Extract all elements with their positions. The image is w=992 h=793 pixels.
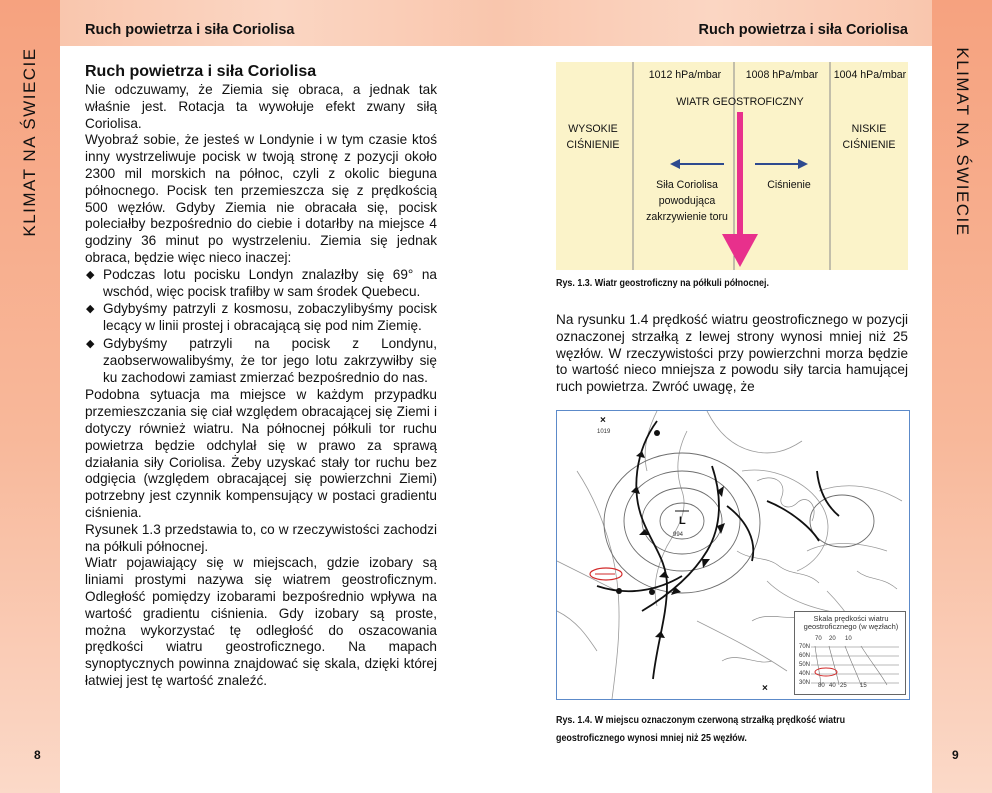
- svg-text:×: ×: [762, 683, 768, 694]
- scale-bottom-tick: 15: [860, 683, 867, 689]
- bullet-list: [85, 267, 437, 387]
- page-number-left: 8: [34, 748, 41, 762]
- isobar-label-1004: 1004 hPa/mbar: [833, 69, 907, 81]
- scale-top-tick: 10: [845, 636, 852, 642]
- page-number-right: 9: [952, 748, 959, 762]
- high-pressure-line-2: CIŚNIENIE: [566, 139, 620, 151]
- figure-geostrophic-wind: [556, 62, 908, 270]
- high-pressure-line-1: WYSOKIE: [568, 123, 618, 135]
- low-pressure-value: 994: [673, 532, 684, 538]
- right-paragraph: [556, 312, 908, 396]
- paragraph-2: Wyobraź sobie, że jesteś w Londynie i w tym czasie ktoś inny wystrzeliwuje pocisk w twoją stronę z pozycji około 2300 mil morskich na północ, czyli z okolic bieguna północnego. Pocisk ten przemieszcza się z prędkością 500 węzłów. Gdyby Ziemia nie obracała się, pocisk poleciałby bezpośrednio do ciebie i dotarłby na miejsce 4 godziny 36 minut po wystrzeleniu. Ziemia się jednak obraca, będzie więc nieco inaczej:: [85, 132, 437, 265]
- diamond-bullet-icon: ◆: [86, 268, 95, 281]
- section-heading: Ruch powietrza i siła Coriolisa: [85, 63, 317, 80]
- left-column: [85, 62, 437, 690]
- coriolis-arrow-icon: [670, 159, 680, 169]
- scale-curves: [795, 612, 905, 694]
- pressure-arrow-icon: [798, 159, 808, 169]
- side-label-right: KLIMAT NA ŚWIECIE: [953, 47, 972, 237]
- top-pressure-value: 1019: [597, 429, 611, 435]
- scale-latitude: 60N: [799, 653, 811, 659]
- list-item-text: Podczas lotu pocisku Londyn znalazłby się 69° na wschód, więc pocisk trafiłby w sam środek Quebecu.: [103, 266, 437, 299]
- list-item: [85, 336, 437, 386]
- isobar-label-1008: 1008 hPa/mbar: [745, 69, 819, 81]
- low-pressure-line-2: CIŚNIENIE: [842, 139, 896, 151]
- diamond-bullet-icon: ◆: [86, 337, 95, 350]
- coriolis-label-line-2: powodująca: [658, 195, 716, 207]
- coriolis-label-line-3: zakrzywienie toru: [646, 211, 728, 223]
- low-center-symbol: L: [679, 515, 686, 527]
- isobar-label-1012: 1012 hPa/mbar: [648, 69, 722, 81]
- diamond-bullet-icon: ◆: [86, 303, 95, 316]
- running-header-right: Ruch powietrza i siła Coriolisa: [698, 22, 908, 38]
- paragraph-5: Wiatr pojawiający się w miejscach, gdzie izobary są liniami prostymi nazywa się wiatrem geostroficznym. Odległość pomiędzy izobarami bezpośrednio wpływa na wartość gradientu ciśnienia. Gdy izobary są proste, można wykorzystać tę odległość do oszacowania prędkości wiatru geostroficznego. Na mapach synoptycznych powinna znajdować się skala, dzięki której łatwiej jest tę wartość znaleźć.: [85, 555, 437, 688]
- wind-arrow-head-icon: [722, 234, 758, 267]
- paragraph-right: Na rysunku 1.4 prędkość wiatru geostroficznego w pozycji oznaczonej strzałką z lewej strony wynosi mniej niż 25 węzłów. W rzeczywistości przy powierzchni morza będzie to wartość nieco mniejsza z powodu siły tarcia hamującej ruch powietrza. Zwróć uwagę, że: [556, 312, 908, 395]
- wind-arrow-shaft: [737, 112, 743, 240]
- scale-title: Skala prędkości wiatru geostroficznego (w węzłach): [803, 614, 899, 631]
- coriolis-label-line-1: Siła Coriolisa: [656, 179, 718, 191]
- scale-bottom-tick: 25: [840, 683, 847, 689]
- running-header-left: Ruch powietrza i siła Coriolisa: [85, 22, 295, 38]
- scale-bottom-tick: 80: [818, 683, 825, 689]
- list-item: [85, 301, 437, 335]
- scale-top-tick: 20: [829, 636, 836, 642]
- scale-top-tick: 70: [815, 636, 822, 642]
- paragraph-3: Podobna sytuacja ma miejsce w każdym przypadku przemieszczania się ciał względem obracającej się Ziemi i dotyczy również wiatru. Na północnej półkuli tor ruchu powietrza będzie odchylał się w prawo za sprawą działania siły Coriolisa. Żeby uzyskać stały tor ruchu bez odgięcia (względem obracającej się powierzchni Ziemi) potrzebny jest czynnik kompensujący w postaci gradientu ciśnienia.: [85, 387, 437, 520]
- list-item-text: Gdybyśmy patrzyli na pocisk z Londynu, zaobserwowalibyśmy, że tor jego lotu zakrzywiłby się ku zachodowi zamiast zmierzać bezpośrednio do nas.: [103, 335, 437, 385]
- list-item-text: Gdybyśmy patrzyli z kosmosu, zobaczylibyśmy pocisk lecący w linii prostej i obracającą się pod nim Ziemię.: [103, 301, 437, 334]
- list-item: [85, 267, 437, 301]
- scale-latitude: 70N: [799, 644, 811, 650]
- paragraph-1: Nie odczuwamy, że Ziemia się obraca, a jednak tak właśnie jest. Rotacja ta wywołuje efekt zwany siłą Coriolisa.: [85, 82, 437, 131]
- scale-bottom-tick: 40: [829, 683, 836, 689]
- scale-latitude: 50N: [799, 662, 811, 668]
- scale-latitude: 30N: [799, 680, 811, 686]
- paragraph-4: Rysunek 1.3 przedstawia to, co w rzeczywistości zachodzi na półkuli północnej.: [85, 521, 437, 554]
- wind-scale-box: [794, 611, 906, 695]
- scale-latitude: 40N: [799, 671, 811, 677]
- geostrophic-diagram: [556, 62, 908, 270]
- svg-text:×: ×: [600, 415, 606, 426]
- figure-1-4-caption: Rys. 1.4. W miejscu oznaczonym czerwoną strzałką prędkość wiatru geostroficznego wynosi mniej niż 25 węzłów.: [556, 715, 846, 744]
- low-pressure-line-1: NISKIE: [851, 123, 887, 135]
- figure-1-3-caption: Rys. 1.3. Wiatr geostroficzny na półkuli północnej.: [556, 278, 769, 289]
- side-label-left: KLIMAT NA ŚWIECIE: [20, 47, 39, 237]
- pressure-label: Ciśnienie: [767, 179, 811, 191]
- wind-label: WIATR GEOSTROFICZNY: [676, 96, 804, 108]
